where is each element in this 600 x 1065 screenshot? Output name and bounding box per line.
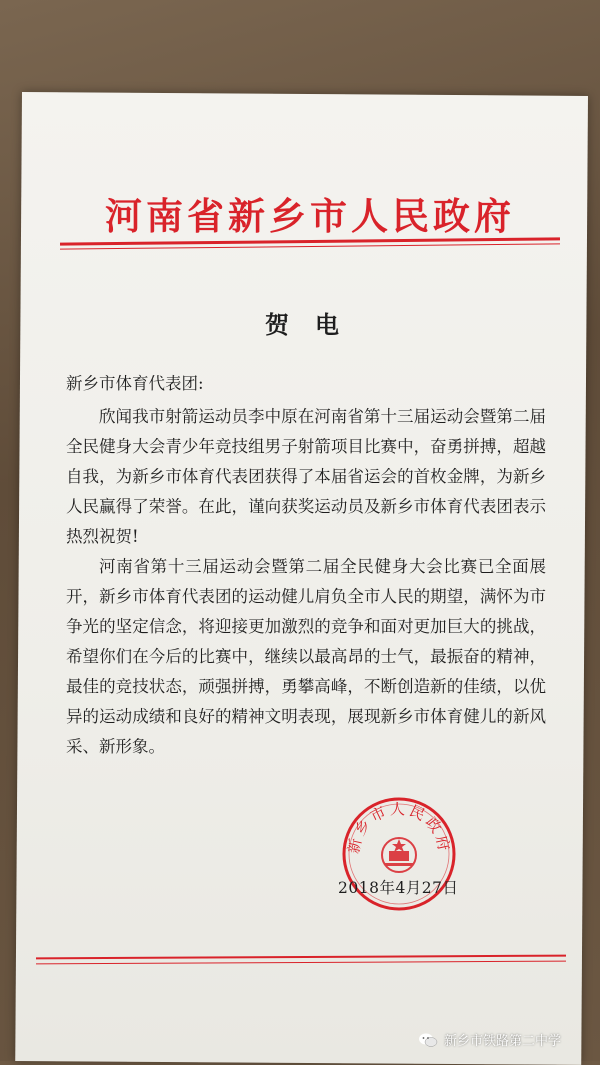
salutation: 新乡市体育代表团: xyxy=(66,374,204,393)
letterhead-title: 河南省新乡市人民政府 xyxy=(105,194,515,238)
body-paragraph-2: 河南省第十三届运动会暨第二届全民健身大会比赛已全面展开，新乡市体育代表团的运动健儿肩负全市人民的期望，满怀为市争光的坚定信念，将迎接更加激烈的竞争和面对更加巨大的挑战，希望你们在今后的比赛中，继续以最高昂的士气，最振奋的精神，最佳的竞技状态，顽强拼搏，勇攀高峰，不断创造新的佳绩，以优异的运动成绩和良好的精神文明表现，展现新乡市体育健儿的新风采、新形象。 xyxy=(66,557,546,756)
seal-text: 新乡市人民政府 xyxy=(344,800,454,856)
wechat-icon xyxy=(418,1032,438,1048)
body-paragraph-1: 欣闻我市射箭运动员李中原在河南省第十三届运动会暨第二届全民健身大会青少年竞技组男子射箭项目比赛中，奋勇拼搏，超越自我，为新乡市体育代表团获得了本届省运会的首枚金牌，为新乡人民赢得了荣誉。在此，谨向获奖运动员及新乡市体育代表团表示热烈祝贺! xyxy=(66,407,546,546)
document-body xyxy=(66,402,546,762)
account-watermark xyxy=(418,1030,561,1049)
document-title: 贺电 xyxy=(265,310,365,339)
signature-date: 2018年4月27日 xyxy=(338,879,459,897)
watermark-text: 新乡市铁路第二中学 xyxy=(444,1034,562,1049)
